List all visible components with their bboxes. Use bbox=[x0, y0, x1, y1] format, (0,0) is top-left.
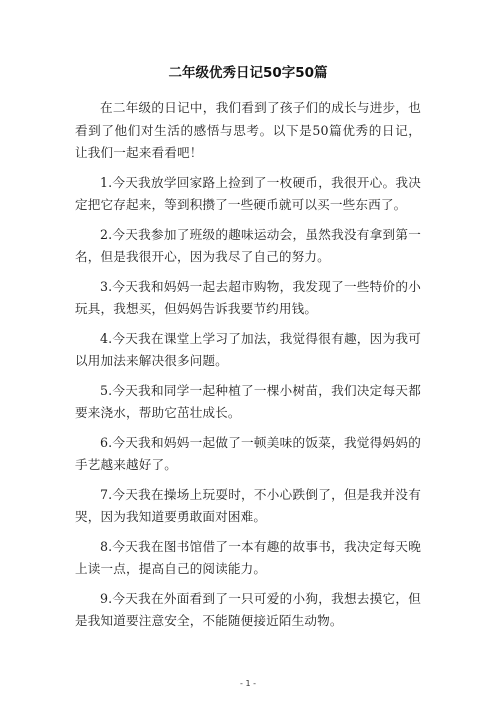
diary-entry-9: 9.今天我在外面看到了一只可爱的小狗，我想去摸它，但是我知道要注意安全，不能随便接近陌生动物。 bbox=[75, 590, 421, 628]
diary-entry-1: 1.今天我放学回家路上捡到了一枚硬币，我很开心。我决定把它存起来，等到积攒了一些硬币就可以买一些东西了。 bbox=[75, 174, 421, 212]
diary-entry-6: 6.今天我和妈妈一起做了一顿美味的饭菜，我觉得妈妈的手艺越来越好了。 bbox=[75, 434, 421, 472]
page-number: - 1 - bbox=[240, 679, 256, 688]
intro-paragraph: 在二年级的日记中，我们看到了孩子们的成长与进步，也看到了他们对生活的感悟与思考。以下是50篇优秀的日记，让我们一起来看看吧！ bbox=[75, 100, 421, 160]
diary-entry-5: 5.今天我和同学一起种植了一棵小树苗，我们决定每天都要来浇水，帮助它茁壮成长。 bbox=[75, 382, 421, 420]
document-body bbox=[75, 97, 421, 640]
page-title: 二年级优秀日记50字50篇 bbox=[168, 65, 328, 81]
diary-entry-8: 8.今天我在图书馆借了一本有趣的故事书，我决定每天晚上读一点，提高自己的阅读能力。 bbox=[75, 538, 421, 576]
diary-entry-3: 3.今天我和妈妈一起去超市购物，我发现了一些特价的小玩具，我想买，但妈妈告诉我要节约用钱。 bbox=[75, 278, 421, 316]
diary-entry-4: 4.今天我在课堂上学习了加法，我觉得很有趣，因为我可以用加法来解决很多问题。 bbox=[75, 330, 421, 368]
diary-entry-2: 2.今天我参加了班级的趣味运动会，虽然我没有拿到第一名，但是我很开心，因为我尽了自己的努力。 bbox=[75, 226, 421, 264]
diary-entry-7: 7.今天我在操场上玩耍时，不小心跌倒了，但是我并没有哭，因为我知道要勇敢面对困难。 bbox=[75, 486, 421, 524]
